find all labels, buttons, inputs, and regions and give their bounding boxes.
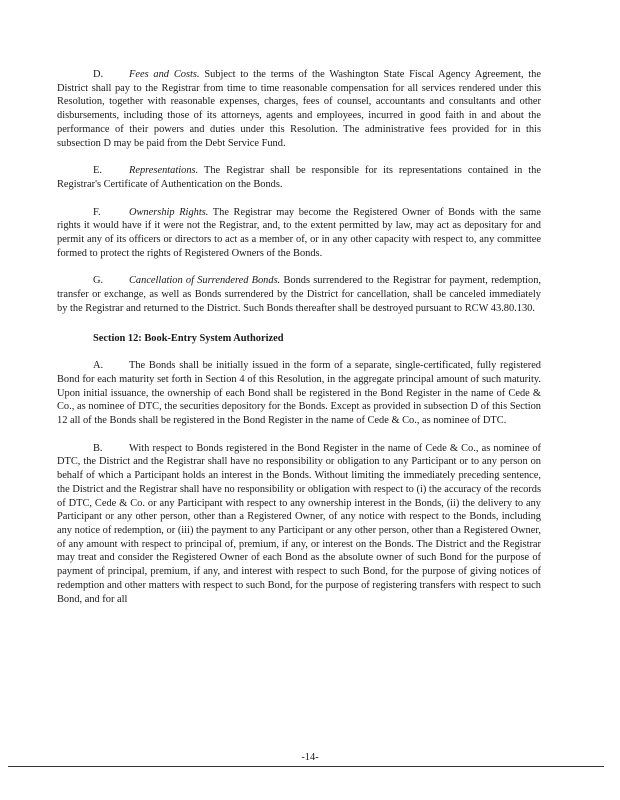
subsection-e	[57, 164, 541, 191]
subsection-text: Bonds surrendered to the Registrar for payment, redemption, transfer or exchange, as well as Bonds surrendered by the District for cancellation, shall be canceled immediately by the Registrar and returned to the District. Such Bonds thereafter shall be destroyed pursuant to RCW 43.80.130.	[57, 275, 541, 314]
subsection-caption: Representations.	[129, 165, 199, 177]
subsection-text: Subject to the terms of the Washington State Fiscal Agency Agreement, the District shall pay to the Registrar from time to time reasonable compensation for all services rendered under this Resolution, together with reasonable expenses, charges, fees of counsel, accountants and consultants and other disbursements, including those of its attorneys, agents and employees, incurred in good faith in and about the performance of their powers and duties under this Resolution. The administrative fees provided for in this subsection D may be paid from the Debt Service Fund.	[57, 69, 541, 149]
subsection-label: G.	[93, 275, 104, 287]
subsection-text: With respect to Bonds registered in the Bond Register in the name of Cede & Co., as nominee of DTC, the District and the Registrar shall have no responsibility or obligation to any Participant or to any person on behalf of which a Participant holds an interest in the Bonds. Without limiting the immediately preceding sentence, the District and the Registrar shall have no responsibility or obligation with respect to (i) the accuracy of the records of DTC, Cede & Co. or any Participant with respect to any ownership interest in the Bonds, (ii) the delivery to any Participant or any other person, other than a Registered Owner, of any notice with respect to the Bonds, including any notice of redemption, or (iii) the payment to any Participant or any other person, other than a Registered Owner, of any amount with respect to principal of, premium, if any, or interest on the Bonds. The District and the Registrar may treat and consider the Registered Owner of each Bond as the absolute owner of such Bond for the purpose of payment of principal, premium, if any, and interest with respect to such Bond, for the purpose of giving notices of redemption and other matters with respect to such Bond, for the purpose of registering transfers with respect to such Bond, and for all	[57, 442, 541, 605]
subsection-label: B.	[93, 442, 103, 454]
subsection-caption: Cancellation of Surrendered Bonds.	[129, 275, 281, 287]
subsection-text: The Registrar may become the Registered Owner of Bonds with the same rights it would have if it were not the Registrar, and, to the extent permitted by law, may act as depositary for and permit any of its officers or directors to act as a member of, or in any other capacity with respect to, any committee formed to protect the rights of Registered Owners of the Bonds.	[57, 206, 542, 259]
subsection-g	[57, 274, 541, 315]
subsection-label: A.	[93, 360, 104, 372]
section-heading: Section 12: Book-Entry System Authorized	[93, 332, 284, 344]
subsection-caption: Fees and Costs.	[129, 69, 200, 80]
subsection-d	[57, 68, 541, 150]
page-number: -14-	[301, 752, 319, 763]
subsection-label: E.	[93, 165, 102, 177]
subsection-caption: Ownership Rights.	[129, 206, 209, 218]
section-subsection-a	[57, 359, 541, 428]
section-subsection-b	[57, 442, 541, 606]
subsection-f	[57, 206, 541, 261]
subsection-text: The Bonds shall be initially issued in the form of a separate, single-certificated, fully registered Bond for each maturity set forth in Section 4 of this Resolution, in the aggregate principal amount of such maturity. Upon initial issuance, the ownership of each Bond shall be registered in the Bond Register in the name of Cede & Co., as nominee of DTC, the securities depository for the Bonds. Except as provided in subsection D of this Section 12 all of the Bonds shall be registered in the Bond Register in the name of Cede & Co., as nominee of DTC.	[57, 360, 541, 427]
document-body	[57, 68, 541, 606]
subsection-label: D.	[93, 69, 104, 80]
subsection-label: F.	[93, 206, 101, 218]
footer-rule	[8, 766, 604, 767]
subsection-text: The Registrar shall be responsible for its representations contained in the Registrar's Certificate of Authentication on the Bonds.	[57, 165, 541, 190]
